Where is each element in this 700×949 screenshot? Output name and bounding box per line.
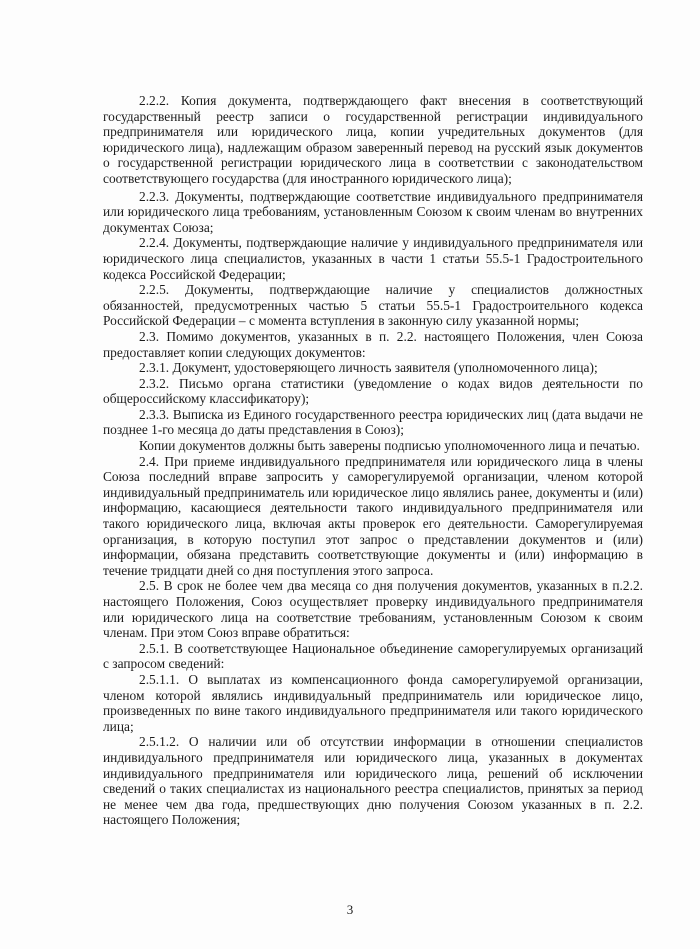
paragraph-2-2-3: 2.2.3. Документы, подтверждающие соответствие индивидуального предпринимателя или юридического лица требованиям, установленным Союзом к своим членам во внутренних документах Союза; (103, 188, 643, 235)
document-body (103, 93, 643, 828)
paragraph-2-4: 2.4. При приеме индивидуального предпринимателя или юридического лица в члены Союза последний вправе запросить у саморегулируемой организации, членом которой индивидуальный предприниматель или юридическое лицо являлись ранее, документы и (или) информацию, касающиеся деятельности такого индивидуального предпринимателя или такого юридического лица, включая акты проверок его деятельности. Саморегулируемая организация, в которую поступил этот запрос о представлении документов и (или) информации, обязана представить соответствующие документы и (или) информацию в течение тридцати дней со дня поступления этого запроса. (103, 453, 643, 578)
paragraph-2-3-3: 2.3.3. Выписка из Единого государственного реестра юридических лиц (дата выдачи не позднее 1-го месяца до даты представления в Союз); (103, 406, 643, 438)
paragraph-2-3-1: 2.3.1. Документ, удостоверяющего личность заявителя (уполномоченного лица); (139, 360, 598, 376)
paragraph-2-2-4: 2.2.4. Документы, подтверждающие наличие у индивидуального предпринимателя или юридического лица специалистов, указанных в части 1 статьи 55.5-1 Градостроительного кодекса Российской Федерации; (103, 235, 643, 282)
paragraph-2-5-1: 2.5.1. В соответствующее Национальное объединение саморегулируемых организаций с запросом сведений: (103, 640, 643, 672)
paragraph-2-5-1-1: 2.5.1.1. О выплатах из компенсационного фонда саморегулируемой организации, членом которой являлись индивидуальный предприниматель или юридическое лицо, произведенных по вине такого индивидуального предпринимателя или такого юридического лица; (103, 671, 643, 734)
paragraph-certification-note: Копии документов должны быть заверены подписью уполномоченного лица и печатью. (139, 438, 640, 454)
paragraph-2-2-5: 2.2.5. Документы, подтверждающие наличие у специалистов должностных обязанностей, предусмотренных частью 5 статьи 55.5-1 Градостроительного кодекса Российской Федерации – с момента вступления в законную силу указанной нормы; (103, 282, 643, 329)
paragraph-2-3: 2.3. Помимо документов, указанных в п. 2.2. настоящего Положения, член Союза предоставляет копии следующих документов: (103, 328, 643, 360)
paragraph-2-3-2: 2.3.2. Письмо органа статистики (уведомление о кодах видов деятельности по общероссийскому классификатору); (103, 375, 643, 407)
paragraph-2-2-2: 2.2.2. Копия документа, подтверждающего факт внесения в соответствующий государственный реестр записи о государственной регистрации индивидуального предпринимателя или юридического лица, копии учредительных документов (для юридического лица), надлежащим образом заверенный перевод на русский язык документов о государственной регистрации юридического лица в соответствии с законодательством соответствующего государства (для иностранного юридического лица); (103, 93, 643, 186)
page-number: 3 (346, 902, 354, 917)
paragraph-2-5-1-2: 2.5.1.2. О наличии или об отсутствии информации в отношении специалистов индивидуального предпринимателя или юридического лица, указанных в документах индивидуального предпринимателя или юридического лица, решений об исключении сведений о таких специалистах из национального реестра специалистов, принятых за период не менее чем два года, предшествующих дню получения Союзом указанных в п. 2.2. настоящего Положения; (103, 734, 643, 828)
paragraph-2-5: 2.5. В срок не более чем два месяца со дня получения документов, указанных в п.2.2. настоящего Положения, Союз осуществляет проверку индивидуального предпринимателя или юридического лица на соответствие требованиям, установленным Союзом к своим членам. При этом Союз вправе обратиться: (103, 578, 643, 641)
